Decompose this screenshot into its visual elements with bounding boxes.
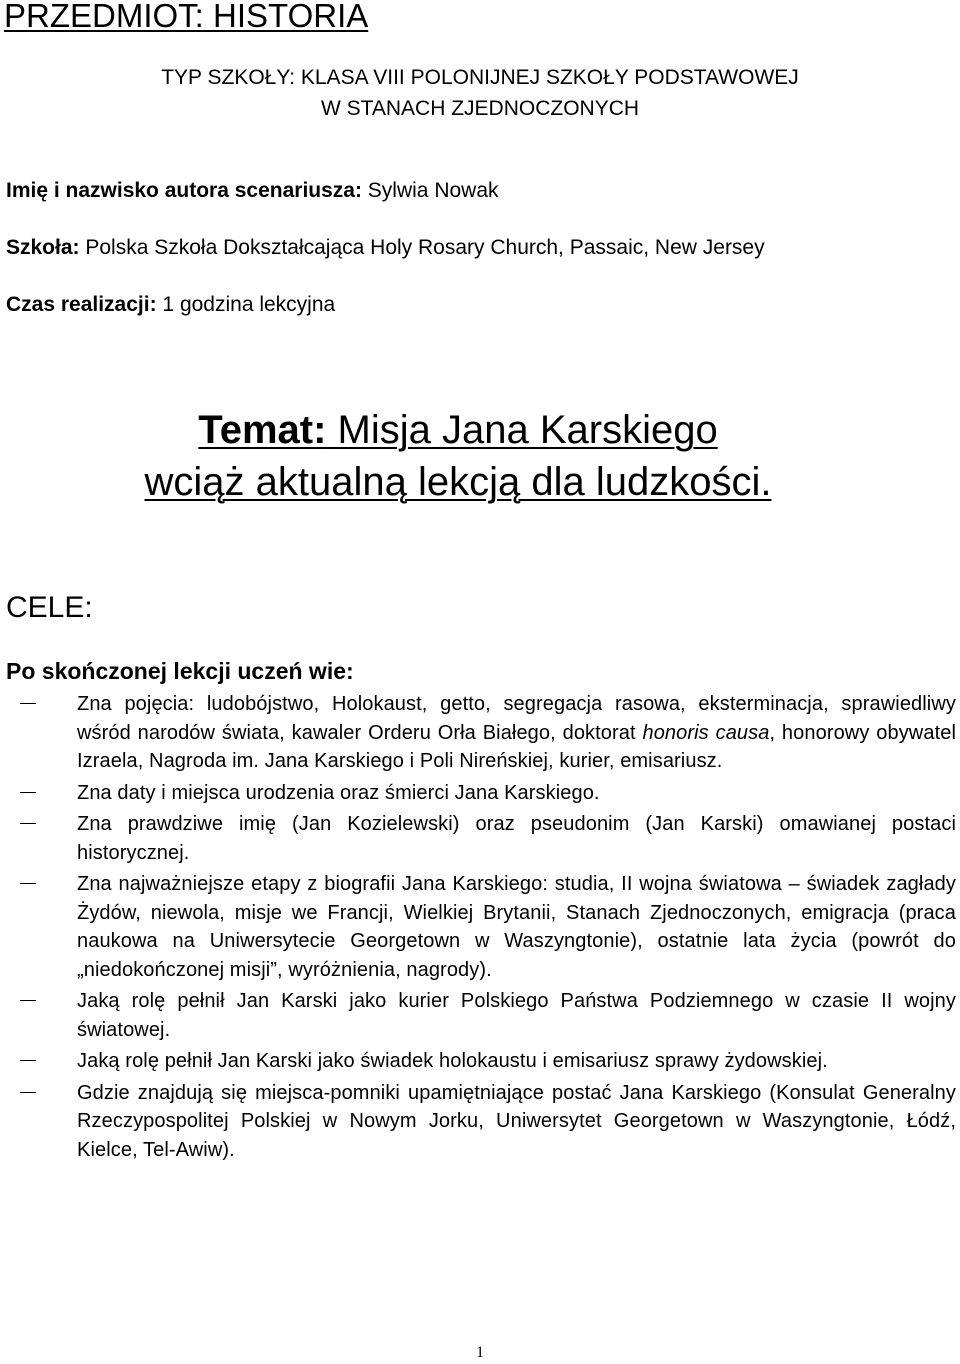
list-item: Zna pojęcia: ludobójstwo, Holokaust, getto, segregacja rasowa, eksterminacja, sprawiedliwy wśród narodów świata, kawaler Orderu Orła Białego, doktorat honoris causa, honorowy obywatel Izraela, Nagroda im. Jana Karskiego i Poli Nireńskiej, kurier, emisariusz. xyxy=(0,690,960,776)
topic-title-line1: Misja Jana Karskiego xyxy=(326,408,718,452)
outcome-heading: Po skończonej lekcji uczeń wie: xyxy=(6,658,354,684)
dash-bullet-icon xyxy=(20,792,36,793)
dash-bullet-icon xyxy=(20,1092,36,1093)
subject-title: PRZEDMIOT: HISTORIA xyxy=(4,0,369,34)
duration-label: Czas realizacji: xyxy=(6,293,157,316)
list-item: Jaką rolę pełnił Jan Karski jako kurier Polskiego Państwa Podziemnego w czasie II wojny światowej. xyxy=(0,987,960,1044)
duration-line xyxy=(6,292,335,318)
list-item: Zna najważniejsze etapy z biografii Jana Karskiego: studia, II wojna światowa – świadek zagłady Żydów, niewola, misje we Francji, Wielkiej Brytanii, Stanach Zjednoczonych, emigracja (praca naukowa na Uniwersytecie Georgetown w Waszyngtonie), ostatnie lata życia (powrót do „niedokończonej misji”, wyróżnienia, nagrody). xyxy=(0,870,960,984)
school-type-line: TYP SZKOŁY: KLASA VIII POLONIJNEJ SZKOŁY PODSTAWOWEJ xyxy=(161,66,799,89)
goals-heading: CELE: xyxy=(6,591,93,624)
list-item: Jaką rolę pełnił Jan Karski jako świadek holokaustu i emisariusz sprawy żydowskiej. xyxy=(0,1047,960,1076)
outcome-list xyxy=(0,690,960,1167)
topic-label: Temat: xyxy=(198,408,327,452)
author-value: Sylwia Nowak xyxy=(361,179,499,202)
dash-bullet-icon xyxy=(20,883,36,884)
school-type-line: W STANACH ZJEDNOCZONYCH xyxy=(320,97,640,120)
topic-title-line2: wciąż aktualną lekcją dla ludzkości. xyxy=(144,460,772,504)
school-line xyxy=(6,235,765,261)
dash-bullet-icon xyxy=(20,1060,36,1061)
list-item: Zna prawdziwe imię (Jan Kozielewski) oraz pseudonim (Jan Karski) omawianej postaci historycznej. xyxy=(0,810,960,867)
lesson-topic xyxy=(28,404,888,508)
author-line xyxy=(6,178,499,204)
school-type xyxy=(0,62,960,124)
page-number: 1 xyxy=(476,1344,484,1361)
author-label: Imię i nazwisko autora scenariusza: xyxy=(6,179,362,202)
school-value: Polska Szkoła Dokształcająca Holy Rosary Church, Passaic, New Jersey xyxy=(79,236,765,259)
dash-bullet-icon xyxy=(20,823,36,824)
school-label: Szkoła: xyxy=(6,236,80,259)
list-item: Gdzie znajdują się miejsca-pomniki upamiętniające postać Jana Karskiego (Konsulat Generalny Rzeczypospolitej Polskiej w Nowym Jorku, Uniwersytet Georgetown w Waszyngtonie, Łódź, Kielce, Tel-Awiw). xyxy=(0,1079,960,1165)
dash-bullet-icon xyxy=(20,1000,36,1001)
duration-value: 1 godzina lekcyjna xyxy=(156,293,336,316)
dash-bullet-icon xyxy=(20,703,36,704)
list-item: Zna daty i miejsca urodzenia oraz śmierci Jana Karskiego. xyxy=(0,779,960,808)
